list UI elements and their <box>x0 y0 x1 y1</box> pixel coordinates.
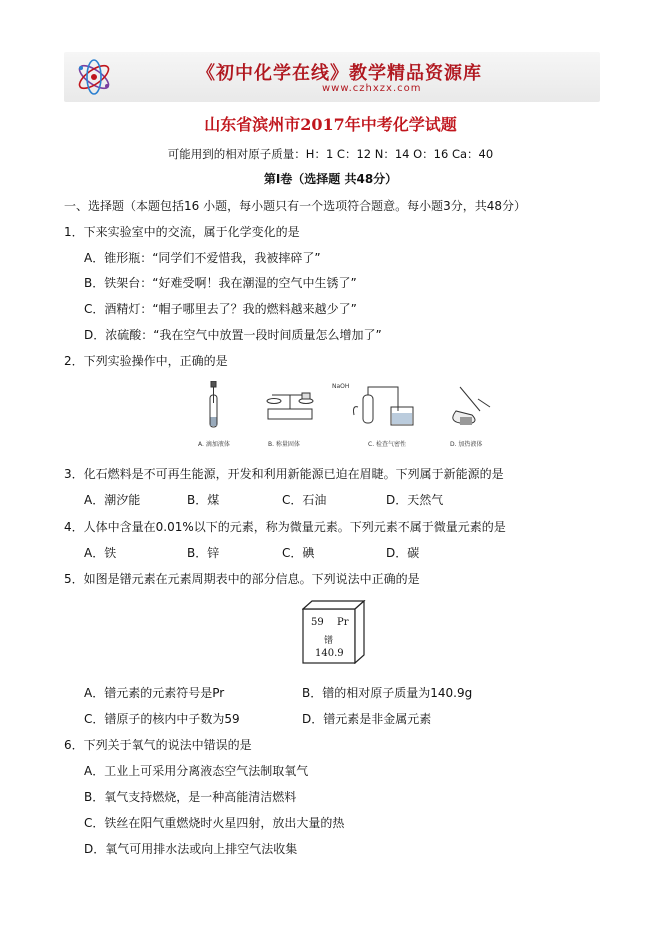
question-4-option-c: C．碘 <box>282 546 315 560</box>
question-6-option-b: B．氧气支持燃烧，是一种高能清洁燃料 <box>84 790 297 804</box>
question-5-option-c: C．镨原子的核内中子数为59 <box>84 712 240 726</box>
balance-icon <box>267 393 313 419</box>
question-1-option-c: C．酒精灯：“帽子哪里去了？我的燃料越来越少了” <box>84 302 357 316</box>
question-4-option-a: A．铁 <box>84 546 117 560</box>
question-4-option-d: D．碳 <box>386 546 420 560</box>
question-5-option-a: A．镨元素的元素符号是Pr <box>84 686 225 700</box>
banner-url[interactable]: www.czhxzx.com <box>322 83 422 94</box>
lab-operations-figure <box>198 381 492 447</box>
element-mass: 140.9 <box>315 648 344 659</box>
question-6-option-d: D．氧气可用排水法或向上排空气法收集 <box>84 842 298 856</box>
header-banner <box>64 52 600 102</box>
gas-tightness-icon <box>354 387 414 425</box>
question-1-option-d: D．浓硫酸：“我在空气中放置一段时间质量怎么增加了” <box>84 328 382 342</box>
element-cell <box>302 600 366 664</box>
question-1-stem: 1．下来实验室中的交流，属于化学变化的是 <box>64 225 300 239</box>
question-6-option-c: C．铁丝在阳气重燃烧时火星四射，放出大量的热 <box>84 816 345 830</box>
question-1-option-b: B．铁架台：“好难受啊！我在潮湿的空气中生锈了” <box>84 276 357 290</box>
question-4-stem: 4．人体中含量在0.01%以下的元素，称为微量元素。下列元素不属于微量元素的是 <box>64 520 506 534</box>
figure-label-c: C. 检查气密性 <box>368 441 407 448</box>
naoh-label: NaOH <box>332 383 350 390</box>
atom-logo-icon <box>72 56 116 98</box>
question-6-option-a: A．工业上可采用分离液态空气法制取氧气 <box>84 764 309 778</box>
question-1-option-a: A．锥形瓶：“同学们不爱惜我，我被摔碎了” <box>84 251 321 265</box>
question-3-option-a: A．潮汐能 <box>84 493 141 507</box>
question-2-stem: 2．下列实验操作中，正确的是 <box>64 354 228 368</box>
element-name: 镨 <box>324 636 334 646</box>
question-3-option-c: C．石油 <box>282 493 327 507</box>
question-5-option-b: B．镨的相对原子质量为140.9g <box>302 686 473 700</box>
page-title: 山东省滨州市2017年中考化学试题 <box>204 115 457 134</box>
dropper-test-tube-icon <box>210 381 217 427</box>
heating-liquid-icon <box>453 387 490 425</box>
figure-label-a: A. 滴加液体 <box>198 441 230 448</box>
atomic-masses: 可能用到的相对原子质量：H：1 C：12 N：14 O：16 Ca：40 <box>167 147 494 161</box>
banner-title: 《初中化学在线》教学精品资源库 <box>197 63 482 84</box>
question-6-stem: 6．下列关于氧气的说法中错误的是 <box>64 738 252 752</box>
question-4-option-b: B．锌 <box>187 546 220 560</box>
question-3-stem: 3．化石燃料是不可再生能源，开发和利用新能源已迫在眉睫。下列属于新能源的是 <box>64 467 504 481</box>
question-5-option-d: D．镨元素是非金属元素 <box>302 712 432 726</box>
question-3-option-b: B．煤 <box>187 493 220 507</box>
figure-label-d: D. 加热液体 <box>450 441 483 448</box>
element-symbol: Pr <box>337 617 349 628</box>
part-heading: 第Ⅰ卷（选择题 共48分） <box>263 172 398 186</box>
question-5-stem: 5．如图是镨元素在元素周期表中的部分信息。下列说法中正确的是 <box>64 572 420 586</box>
figure-label-b: B. 称量固体 <box>268 441 300 448</box>
question-3-option-d: D．天然气 <box>386 493 444 507</box>
element-number: 59 <box>311 617 324 628</box>
section-heading: 一、选择题（本题包括16 小题，每小题只有一个选项符合题意。每小题3分，共48分） <box>64 199 526 213</box>
